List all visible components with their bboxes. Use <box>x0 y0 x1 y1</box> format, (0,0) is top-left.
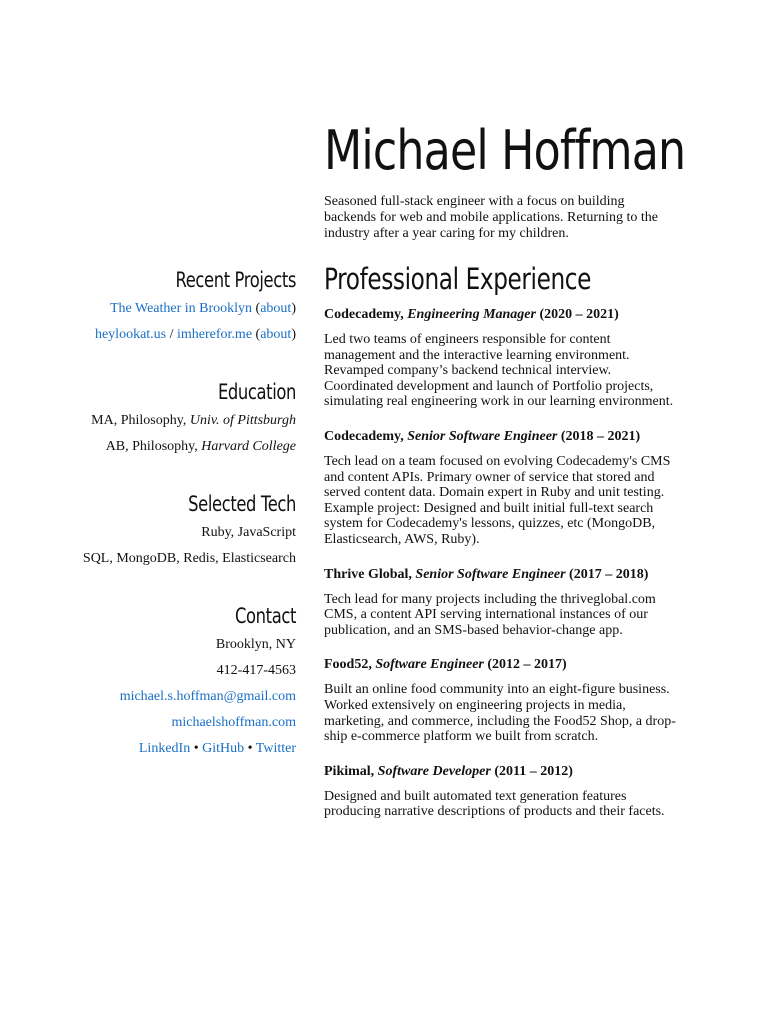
job-entry <box>324 306 680 410</box>
education-section <box>60 376 296 464</box>
education-item <box>60 438 296 464</box>
twitter-link[interactable]: Twitter <box>255 741 296 756</box>
resume-summary: Seasoned full-stack engineer with a focus on building backends for web and mobile applications. Returning to the industry after a year caring for my children. <box>324 194 658 241</box>
recent-projects-section <box>60 264 296 352</box>
bullet-separator: • <box>190 741 203 756</box>
tech-line: SQL, MongoDB, Redis, Elasticsearch <box>82 551 296 566</box>
project-about-link[interactable]: about <box>260 327 292 342</box>
school: Univ. of Pittsburgh <box>189 413 296 428</box>
project-about-link[interactable]: about <box>260 301 292 316</box>
tech-line: Ruby, JavaScript <box>201 525 296 540</box>
project-link-imherefor[interactable]: imherefor.me <box>177 327 253 342</box>
github-link[interactable]: GitHub <box>202 741 245 756</box>
project-separator: / <box>166 327 178 342</box>
job-title: Codecademy, Engineering Manager (2020 – 2021) <box>324 307 619 322</box>
recent-projects-heading: Recent Projects <box>175 268 296 292</box>
project-link-heylookat[interactable]: heylookat.us <box>94 327 167 342</box>
job-entry <box>324 428 680 548</box>
contact-location: Brooklyn, NY <box>215 637 296 652</box>
degree: MA, Philosophy, <box>91 413 190 428</box>
contact-website-link[interactable]: michaelshoffman.com <box>171 715 296 730</box>
contact-phone: 412-417-4563 <box>216 663 296 678</box>
school: Harvard College <box>201 439 296 454</box>
contact-email-link[interactable]: michael.s.hoffman@gmail.com <box>119 689 296 704</box>
job-title: Pikimal, Software Developer (2011 – 2012) <box>324 763 573 779</box>
social-links <box>60 740 296 766</box>
job-title: Food52, Software Engineer (2012 – 2017) <box>324 657 567 673</box>
job-entry <box>324 656 680 744</box>
degree: AB, Philosophy, <box>105 439 202 454</box>
tech-section <box>60 488 296 576</box>
education-heading: Education <box>217 380 296 404</box>
contact-section <box>60 600 296 766</box>
main-content <box>324 260 680 838</box>
bullet-separator: • <box>244 741 256 756</box>
sidebar <box>60 264 296 790</box>
job-description: Tech lead on a team focused on evolving Codecademy's CMS and content APIs. Primary owner of service that stored and served content data. Domain expert in Ruby and unit testing. Example project: Designed and built initial full-text search system for Codecademy's lessons, quizzes, etc (MongoDB, Elasticsearch, AWS, Ruby). <box>324 453 671 547</box>
education-item <box>60 412 296 438</box>
job-entry <box>324 566 680 639</box>
tech-heading: Selected Tech <box>188 492 296 516</box>
experience-heading: Professional Experience <box>324 262 591 296</box>
job-entry <box>324 763 680 820</box>
job-description: Led two teams of engineers responsible for content management and the interactive learning environment. Revamped company’s backend technical interview. Coordinated development and launch of Portfolio projects, simulating real engineering work in our learning environment. <box>324 332 674 410</box>
project-item: heylookat.us / imherefor.me (about) <box>94 327 296 342</box>
project-link-weather[interactable]: The Weather in Brooklyn <box>109 301 253 316</box>
contact-heading: Contact <box>235 604 296 628</box>
job-description: Built an online food community into an eight-figure business. Worked extensively on engineering projects in media, marketing, and commerce, including the Food52 Shop, a drop-ship e-commerce platform we built from scratch. <box>324 682 676 745</box>
project-item: The Weather in Brooklyn (about) <box>109 301 296 316</box>
job-description: Tech lead for many projects including the thriveglobal.com CMS, a content API serving international instances of our publication, and an SMS-based behavior-change app. <box>324 591 656 638</box>
job-title: Thrive Global, Senior Software Engineer (2017 – 2018) <box>324 566 649 582</box>
job-title: Codecademy, Senior Software Engineer (2018 – 2021) <box>324 428 641 444</box>
job-description: Designed and built automated text generation features producing narrative descriptions of products and their facets. <box>324 788 665 820</box>
linkedin-link[interactable]: LinkedIn <box>138 741 191 756</box>
resume-name: Michael Hoffman <box>324 119 686 182</box>
